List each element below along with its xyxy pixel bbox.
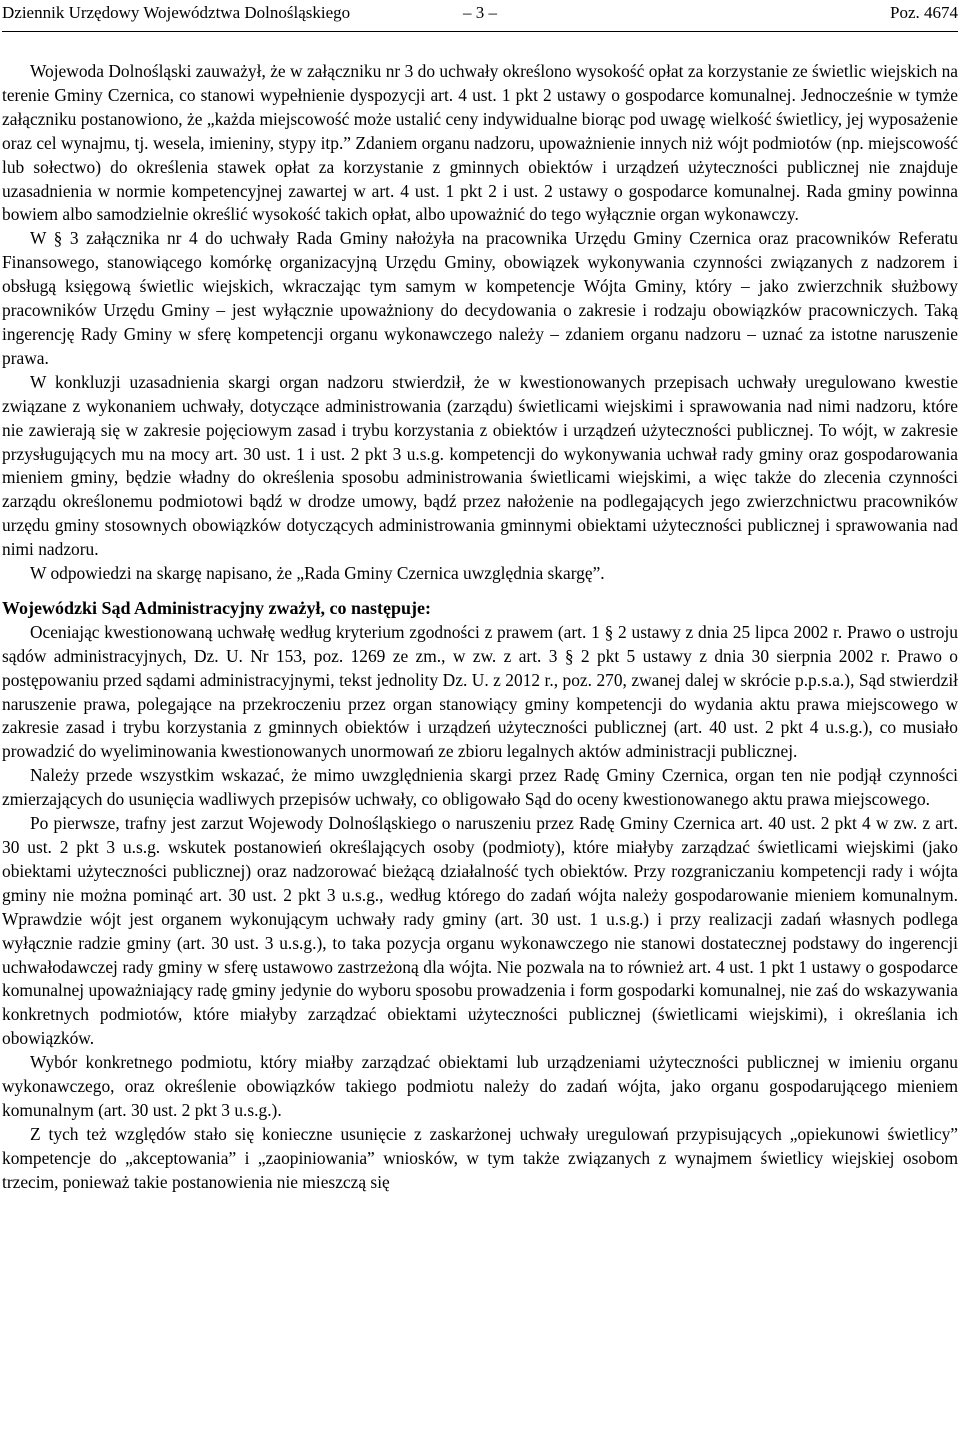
paragraph: W odpowiedzi na skargę napisano, że „Rada Gminy Czernica uwzględnia skargę”. <box>30 563 605 584</box>
paragraph: W konkluzji uzasadnienia skargi organ nadzoru stwierdził, że w kwestionowanych przepisach uchwały uregulowano kwestie związane z wykonaniem uchwały, dotyczące administrowania (zarządu) świetlicami wiejskimi i sprawowania nad nimi nadzoru, które nie zawierają się w zakresie pojęciowym zasad i trybu korzystania z obiektów i urządzeń użyteczności publicznej. To wójt, w zakresie przysługujących mu na mocy art. 30 ust. 1 i ust. 2 pkt 3 u.s.g. kompetencji do wykonywania uchwał rady gminy oraz gospodarowania mieniem gminy, będzie władny do określenia sposobu administrowania świetlicami wiejskimi, a więc także do zlecenia czynności zarządu określonemu podmiotowi bądź w drodze umowy, bądź przez nałożenie na podlegających jego zwierzchnictwu pracowników urzędu gminy stosownych obowiązków dotyczących administrowania gminnymi obiektami użyteczności publicznej i sprawowania nad nimi nadzoru. <box>2 371 958 560</box>
document-body <box>2 60 958 1195</box>
paragraph: Wybór konkretnego podmiotu, który miałby zarządzać obiektami lub urządzeniami użyteczności publicznej w imieniu organu wykonawczego, oraz określenie obowiązków takiego podmiotu należy do zadań wójta, jako organu gospodarującego mieniem komunalnym (art. 30 ust. 2 pkt 3 u.s.g.). <box>2 1052 958 1120</box>
section-heading: Wojewódzki Sąd Administracyjny zważył, co następuje: <box>2 597 431 618</box>
paragraph: Wojewoda Dolnośląski zauważył, że w załączniku nr 3 do uchwały określono wysokość opłat za korzystanie ze świetlic wiejskich na terenie Gminy Czernica, co stanowi wypełnienie dyspozycji art. 4 ust. 1 pkt 2 ustawy o gospodarce komunalnej. Jednocześnie w tymże załączniku postanowiono, że „każda miejscowość może ustalić ceny indywidualne biorąc pod uwagę wielkość świetlicy, jej wyposażenie oraz cel wynajmu, tj. wesela, imieniny, stypy itp.” Zdaniem organu nadzoru, upoważnienie innych niż wójt podmiotów (np. miejscowość lub sołectwo) do określenia stawek opłat za korzystanie z gminnych obiektów i urządzeń użyteczności publicznej nie znajduje uzasadnienia w normie kompetencyjnej zawartej w art. 4 ust. 1 pkt 2 i ust. 2 ustawy o gospodarce komunalnej. Rada gminy powinna bowiem albo samodzielnie określić wysokość takich opłat, albo upoważnić do tego wyłącznie organ wykonawczy. <box>2 61 958 225</box>
paragraph: Po pierwsze, trafny jest zarzut Wojewody Dolnośląskiego o naruszeniu przez Radę Gminy Czernica art. 40 ust. 2 pkt 4 w zw. z art. 30 ust. 2 pkt 3 u.s.g. wskutek postanowień określających osoby (podmioty), które miałyby zarządzać świetlicami wiejskimi (jako obiektami użyteczności publicznej) oraz nadzorować bieżącą działalność tych obiektów. Przy rozgraniczaniu kompetencji rady i wójta gminy nie można pominąć art. 30 ust. 2 pkt 3 u.s.g., według którego do zadań wójta należy gospodarowanie mieniem komunalnym. Wprawdzie wójt jest organem wykonującym uchwały rady gminy (art. 30 ust. 1 u.s.g.) i przy realizacji zadań własnych podlega wyłącznie radzie gminy (art. 30 ust. 3 u.s.g.), to taka pozycja organu wykonawczego nie stanowi dostatecznej podstawy do ingerencji uchwałodawczej rady gminy w sferę ustawowo zastrzeżoną dla wójta. Nie pozwala na to również art. 4 ust. 1 pkt 1 ustawy o gospodarce komunalnej upoważniający radę gminy jedynie do wyboru sposobu prowadzenia i form gospodarki komunalnej, nie zaś do wskazywania konkretnych podmiotów, które miałyby zarządzać obiektami użyteczności publicznej (świetlicami wiejskimi), i określania ich obowiązków. <box>2 813 958 1049</box>
page-number: – 3 – <box>463 3 497 22</box>
page-header <box>2 0 958 32</box>
paragraph: W § 3 załącznika nr 4 do uchwały Rada Gminy nałożyła na pracownika Urzędu Gminy Czernica oraz pracowników Referatu Finansowego, stanowiącego komórkę organizacyjną Urzędu Gminy, obowiązek wykonywania czynności związanych z nadzorem i obsługą księgową świetlic wiejskich, wkraczając tym samym w kompetencje Wójta Gminy, który – jako zwierzchnik służbowy pracowników Urzędu Gminy – jest wyłącznie upoważniony do decydowania o zakresie i rodzaju obowiązków pracowniczych. Taką ingerencję Rady Gminy w sferę kompetencji organu wykonawczego należy – zdaniem organu nadzoru – uznać za istotne naruszenie prawa. <box>2 228 958 368</box>
paragraph: Z tych też względów stało się konieczne usunięcie z zaskarżonej uchwały uregulowań przypisujących „opiekunowi świetlicy” kompetencje do „akceptowania” i „zaopiniowania” wniosków, w tym także związanych z wynajmem świetlicy wiejskiej osobom trzecim, ponieważ takie postanowienia nie mieszczą się <box>2 1123 958 1192</box>
paragraph: Należy przede wszystkim wskazać, że mimo uwzględnienia skargi przez Radę Gminy Czernica, organ ten nie podjął czynności zmierzających do usunięcia wadliwych przepisów uchwały, co obligowało Sąd do oceny kwestionowanego aktu prawa miejscowego. <box>2 765 958 810</box>
position-number: Poz. 4674 <box>890 3 958 22</box>
journal-title: Dziennik Urzędowy Województwa Dolnośląskiego <box>2 3 351 22</box>
paragraph: Oceniając kwestionowaną uchwałę według kryterium zgodności z prawem (art. 1 § 2 ustawy z dnia 25 lipca 2002 r. Prawo o ustroju sądów administracyjnych, Dz. U. Nr 153, poz. 1269 ze zm., w zw. z art. 3 § 2 pkt 5 ustawy z dnia 30 sierpnia 2002 r. Prawo o postępowaniu przed sądami administracyjnymi, tekst jednolity Dz. U. z 2012 r., poz. 270, zwanej dalej w skrócie p.p.s.a.), Sąd stwierdził naruszenie prawa, polegające na przekroczeniu przez organ stanowiący gminy kompetencji do wydania aktu prawa miejscowego w zakresie zasad i trybu korzystania z gminnych obiektów i urządzeń użyteczności publicznej (art. 40 ust. 2 pkt 4 u.s.g.), co musiało prowadzić do wyeliminowania kwestionowanych unormowań ze zbioru legalnych aktów administracji publicznej. <box>2 621 958 762</box>
